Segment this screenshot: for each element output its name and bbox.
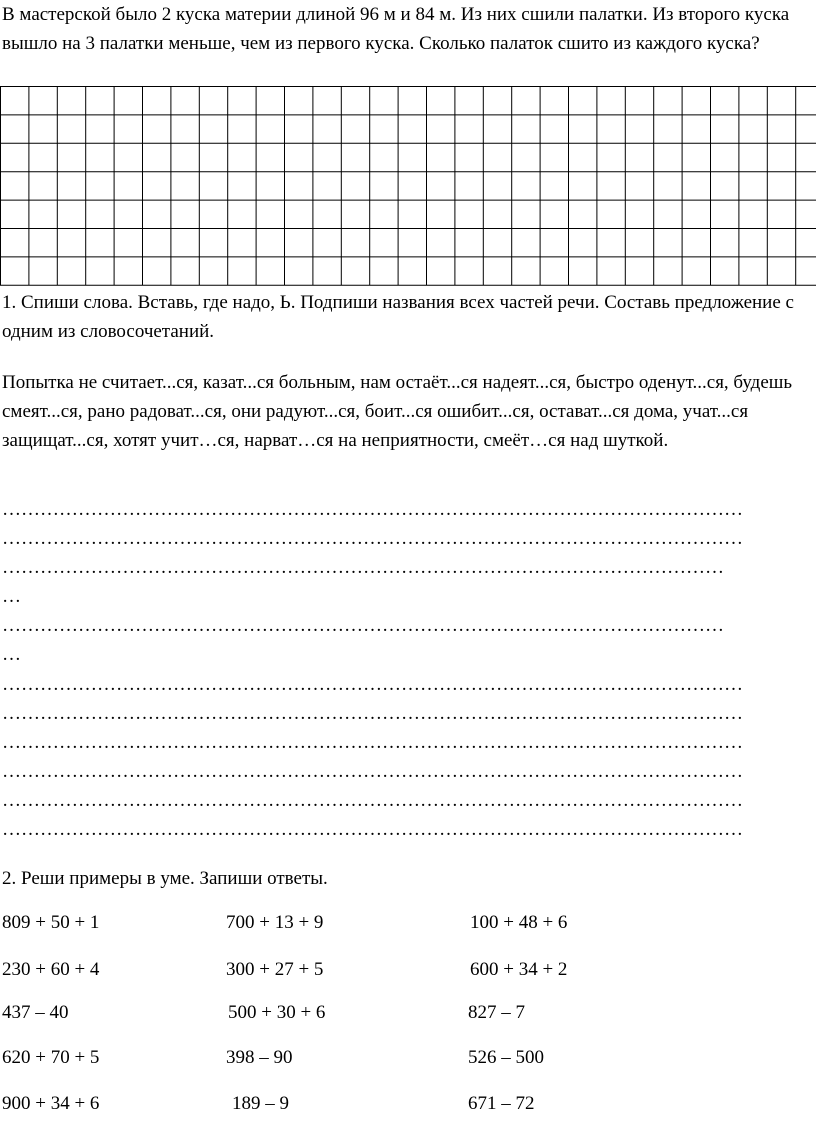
example: 700 + 13 + 9 — [226, 912, 324, 933]
example: 671 – 72 — [468, 1093, 535, 1114]
example: 398 – 90 — [226, 1047, 293, 1068]
example: 500 + 30 + 6 — [228, 1002, 326, 1023]
answer-line[interactable]: ……………………………………………………………………………………………………… — [2, 674, 743, 695]
answer-line[interactable]: ……………………………………………………………………………………………………… — [2, 703, 743, 724]
task1-word-list: Попытка не считает...ся, казат...ся больным, нам остаёт...ся надеят...ся, быстро оденут...ся, будешь смеят...ся, рано радоват...ся, они радуют...ся, боит...ся ошибит...ся, остават...ся дома, учат...ся защищат...ся, хотят учит…ся, нарват…ся на неприятности, смеёт…ся над шуткой. — [2, 372, 793, 451]
answer-grid — [0, 86, 816, 286]
answer-line[interactable]: … — [2, 586, 21, 607]
answer-line[interactable]: …………………………………………………………………………………………………… — [2, 557, 724, 578]
answer-line[interactable]: ……………………………………………………………………………………………………… — [2, 761, 743, 782]
example: 437 – 40 — [2, 1002, 69, 1023]
answer-line[interactable]: ……………………………………………………………………………………………………… — [2, 790, 743, 811]
intro-problem-text: В мастерской было 2 куска материи длиной 96 м и 84 м. Из них сшили палатки. Из второго куска вышло на 3 палатки меньше, чем из первого куска. Сколько палаток сшито из каждого куска? — [2, 4, 790, 54]
answer-line[interactable]: ……………………………………………………………………………………………………… — [2, 499, 743, 520]
task1-heading: 1. Спиши слова. Вставь, где надо, Ь. Подпиши названия всех частей речи. Составь предложение с одним из словосочетаний. — [2, 292, 794, 342]
example: 900 + 34 + 6 — [2, 1093, 100, 1114]
answer-line[interactable]: …………………………………………………………………………………………………… — [2, 615, 724, 636]
example: 809 + 50 + 1 — [2, 912, 100, 933]
example: 100 + 48 + 6 — [470, 912, 568, 933]
example: 526 – 500 — [468, 1047, 544, 1068]
example: 827 – 7 — [468, 1002, 525, 1023]
example: 600 + 34 + 2 — [470, 959, 568, 980]
answer-line[interactable]: ……………………………………………………………………………………………………… — [2, 528, 743, 549]
task2-heading: 2. Реши примеры в уме. Запиши ответы. — [2, 868, 328, 889]
answer-line[interactable]: … — [2, 644, 21, 665]
answer-line[interactable]: ……………………………………………………………………………………………………… — [2, 732, 743, 753]
answer-line[interactable]: ……………………………………………………………………………………………………… — [2, 819, 743, 840]
example: 230 + 60 + 4 — [2, 959, 100, 980]
example: 300 + 27 + 5 — [226, 959, 324, 980]
example: 620 + 70 + 5 — [2, 1047, 100, 1068]
example: 189 – 9 — [232, 1093, 289, 1114]
